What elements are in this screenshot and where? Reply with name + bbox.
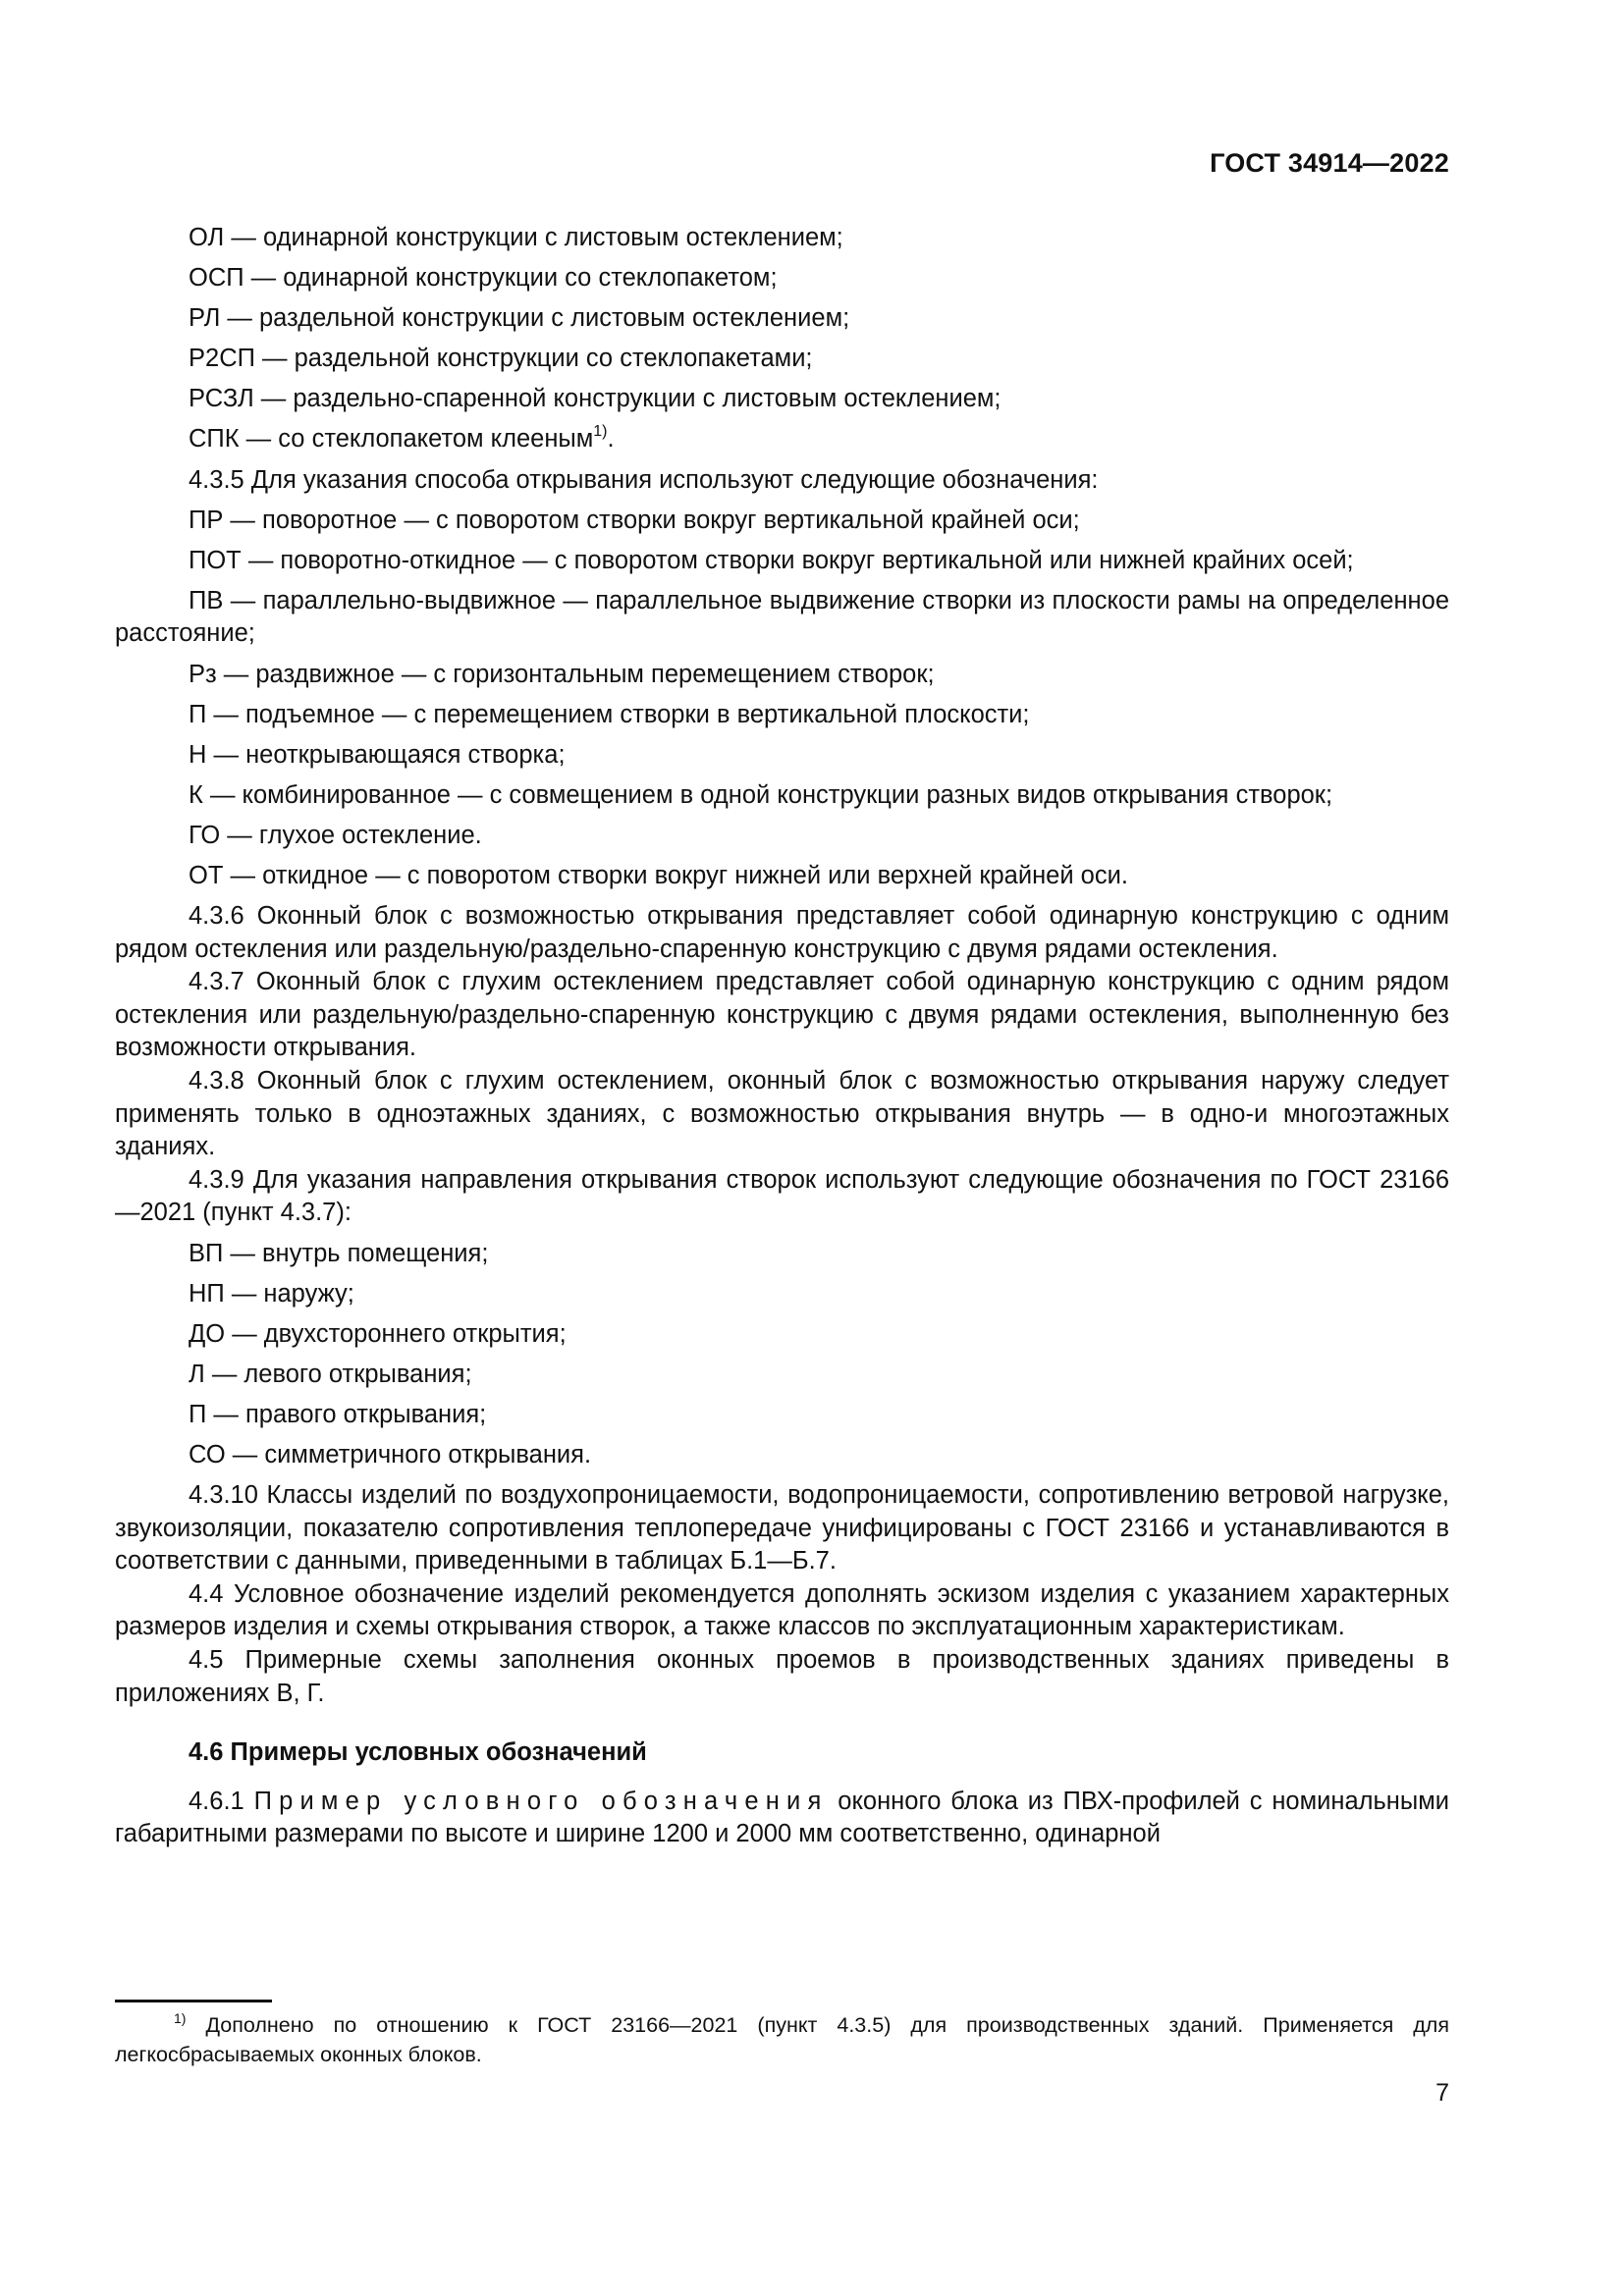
abbr-pot: ПОТ — поворотно-откидное — с поворотом створки вокруг вертикальной или нижней крайних осей; [189,546,1354,574]
abbr-spk-text: СПК — со стеклопакетом клееным [189,425,594,454]
abbr-so: СО — симметричного открывания. [189,1441,592,1468]
abbr-rl: РЛ — раздельной конструкции с листовым остеклением; [189,304,850,333]
abbr-osp: ОСП — одинарной конструкции со стеклопакетом; [189,264,778,293]
clause-4-3-6: 4.3.6 Оконный блок с возможностью открывания представляет собой одинарную конструкцию с одним рядом остекления или раздельную/раздельно-спаренную конструкцию с двумя рядами остекления. [115,902,1449,963]
clause-4-3-5: 4.3.5 Для указания способа открывания используют следующие обозначения: [189,465,1099,494]
footnote-text: Дополнено по отношению к ГОСТ 23166—2021 (пункт 4.3.5) для производственных зданий. Применяется для легкосбрасываемых оконных блоков. [115,2013,1449,2066]
clause-4-3-9: 4.3.9 Для указания направления открывания створок используют следующие обозначения по ГОСТ 23166—2021 (пункт 4.3.7): [115,1165,1449,1227]
abbr-vp: ВП — внутрь помещения; [189,1239,489,1267]
abbr-k: К — комбинированное — с совмещением в одной конструкции разных видов открывания створок; [189,780,1333,809]
clause-4-3-8: 4.3.8 Оконный блок с глухим остеклением, оконный блок с возможностью открывания наружу следует применять только в одноэтажных зданиях, с возможностью открывания внутрь — в одно-и многоэтажных зданиях. [115,1067,1449,1161]
abbr-pv: ПВ — параллельно-выдвижное — параллельное выдвижение створки из плоскости рамы на определенное расстояние; [115,586,1449,648]
clause-4-5: 4.5 Примерные схемы заполнения оконных проемов в производственных зданиях приведены в приложениях В, Г. [115,1646,1449,1707]
section-heading-4-6: 4.6 Примеры условных обозначений [189,1738,647,1767]
abbr-p-right: П — правого открывания; [189,1400,487,1428]
clause-4-6-1 [115,1786,1449,1851]
abbr-ot: ОТ — откидное — с поворотом створки вокруг нижней или верхней крайней оси. [189,862,1128,889]
abbr-n: Н — неоткрывающаяся створка; [189,740,566,769]
document-header: ГОСТ 34914—2022 [1210,148,1449,178]
abbr-do: ДО — двухстороннего открытия; [189,1319,567,1348]
abbr-rz: Рз — раздвижное — с горизонтальным перемещением створок; [189,660,935,688]
document-body [115,222,1449,1859]
abbr-r2sp: Р2СП — раздельной конструкции со стеклопакетами; [189,345,813,373]
abbr-pr: ПР — поворотное — с поворотом створки вокруг вертикальной крайней оси; [189,506,1080,534]
abbr-go: ГО — глухое остекление. [189,821,482,849]
abbr-spk [115,423,1449,456]
abbr-ol: ОЛ — одинарной конструкции с листовым остеклением; [189,224,843,251]
clause-4-6-1-number: 4.6.1 [189,1787,244,1815]
clause-4-4: 4.4 Условное обозначение изделий рекомендуется дополнять эскизом изделия с указанием характерных размеров изделия и схемы открывания створок, а также классов по эксплуатационным характеристикам. [115,1579,1449,1641]
clause-4-3-10: 4.3.10 Классы изделий по воздухопроницаемости, водопроницаемости, сопротивлению ветровой нагрузке, звукоизоляции, показателю сопротивления теплопередаче унифицированы с ГОСТ 23166 и устанавливаются в соответствии с данными, приведенными в таблицах Б.1—Б.7. [115,1481,1449,1575]
abbr-p-lift: П — подъемное — с перемещением створки в вертикальной плоскости; [189,700,1030,728]
abbr-l: Л — левого открывания; [189,1360,472,1388]
abbr-spk-end: . [607,425,615,454]
clause-4-6-1-text: оконного блока из ПВХ-профилей с номинальными габаритными размерами по высоте и ширине 1200 и 2000 мм соответственно, одинарной [115,1787,1449,1848]
footnote [115,2010,1449,2069]
footnote-divider [115,2000,272,2002]
clause-4-3-7: 4.3.7 Оконный блок с глухим остеклением представляет собой одинарную конструкцию с одним рядом остекления или раздельную/раздельно-спаренную конструкцию с двумя рядами остекления, выполненную без возможности открывания. [115,968,1449,1062]
abbr-rszl: РСЗЛ — раздельно-спаренной конструкции с листовым остеклением; [189,385,1001,413]
footnote-mark: 1) [174,2010,187,2026]
clause-4-6-1-spaced-title: Пример условного обозначения [253,1787,829,1815]
page-number: 7 [1435,2079,1449,2107]
footnote-reference: 1) [593,423,608,441]
abbr-np: НП — наружу; [189,1279,354,1308]
